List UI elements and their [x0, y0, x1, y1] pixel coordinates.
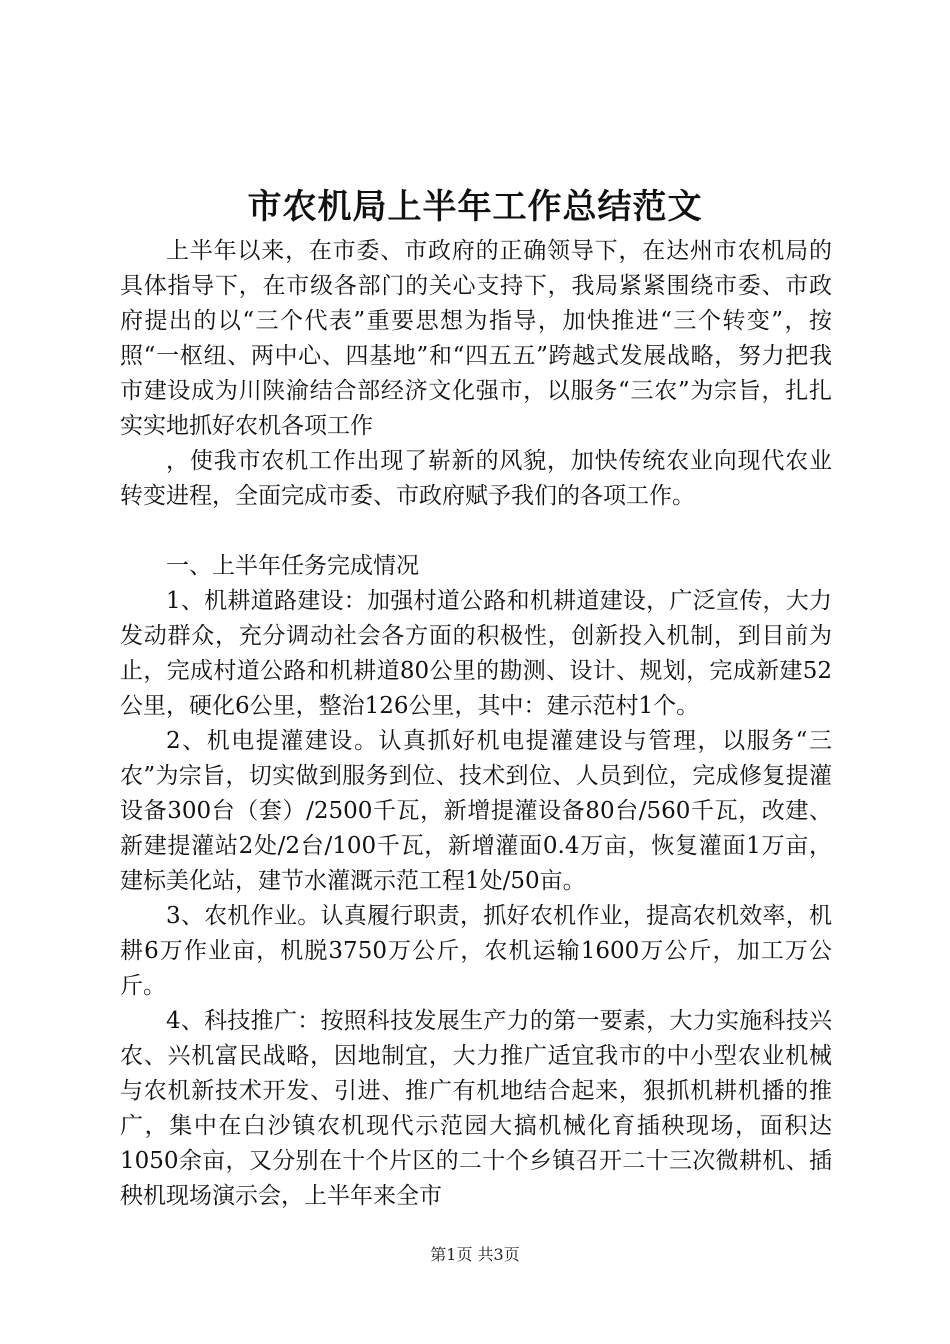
paragraph-item-4: 4、科技推广：按照科技发展生产力的第一要素，大力实施科技兴农、兴机富民战略，因地制宜，大力推广适宜我市的中小型农业机械与农机新技术开发、引进、推广有机地结合起来，狠抓机耕机播的推广，集中在白沙镇农机现代示范园大搞机械化育插秧现场，面积达1050余亩，又分别在十个片区的二十个乡镇召开二十三次微耕机、插秧机现场演示会，上半年来全市 [120, 1008, 832, 1209]
document-title: 市农机局上半年工作总结范文 [247, 187, 703, 227]
document-body [120, 234, 832, 1214]
paragraph-item-2: 2、机电提灌建设。认真抓好机电提灌建设与管理，以服务“三农”为宗旨，切实做到服务到位、技术到位、人员到位，完成修复提灌设备300台（套）/2500千瓦，新增提灌设备80台/560千瓦，改建、新建提灌站2处/2台/100千瓦，新增灌面0.4万亩，恢复灌面1万亩，建标美化站，建节水灌溉示范工程1处/50亩。 [120, 728, 832, 894]
paragraph-item-1: 1、机耕道路建设：加强村道公路和机耕道建设，广泛宣传，大力发动群众，充分调动社会各方面的积极性，创新投入机制，到目前为止，完成村道公路和机耕道80公里的勘测、设计、规划，完成新建52公里，硬化6公里，整治126公里，其中：建示范村1个。 [120, 588, 832, 719]
section-heading: 一、上半年任务完成情况 [166, 553, 419, 579]
paragraph-intro-continued: ，使我市农机工作出现了崭新的风貌，加快传统农业向现代农业转变进程，全面完成市委、市政府赋予我们的各项工作。 [120, 448, 832, 509]
paragraph-intro: 上半年以来，在市委、市政府的正确领导下，在达州市农机局的具体指导下，在市级各部门的关心支持下，我局紧紧围绕市委、市政府提出的以“三个代表”重要思想为指导，加快推进“三个转变”，按照“一枢纽、两中心、四基地”和“四五五”跨越式发展战略，努力把我市建设成为川陕渝结合部经济文化强市，以服务“三农”为宗旨，扎扎实实地抓好农机各项工作 [120, 238, 832, 439]
paragraph-item-3: 3、农机作业。认真履行职责，抓好农机作业，提高农机效率，机耕6万作业亩，机脱3750万公斤，农机运输1600万公斤，加工万公斤。 [120, 903, 832, 999]
page-footer: 第1页 共3页 [430, 1245, 520, 1264]
blank-line [120, 514, 832, 549]
